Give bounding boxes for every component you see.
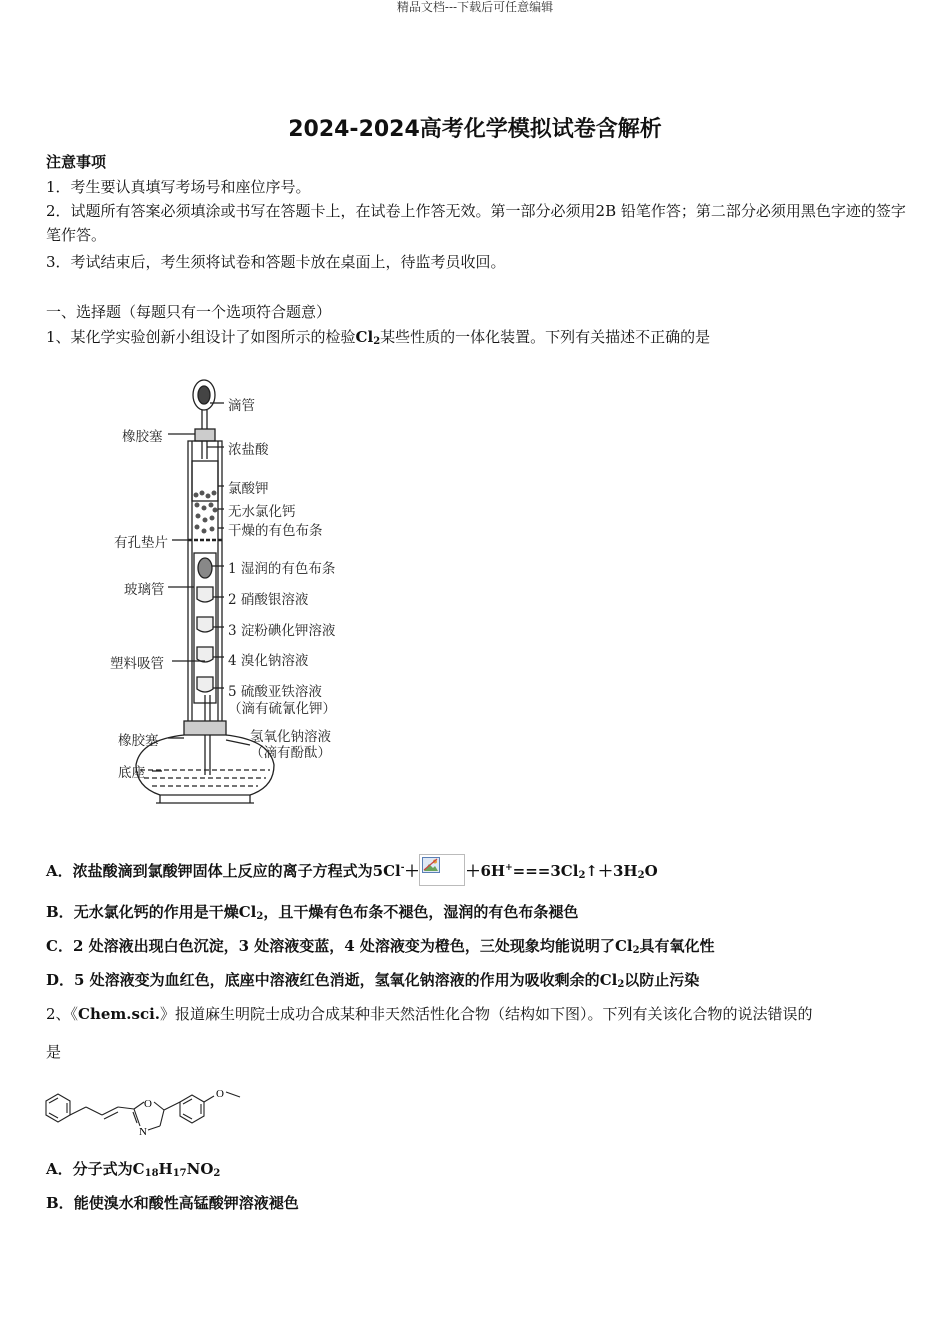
- q2-formula-sub-1: 18: [144, 1168, 159, 1179]
- q2-option-a-label: A．: [46, 1160, 73, 1178]
- q1-option-a-sup2: +: [505, 863, 513, 873]
- q1-stem-text: 1、某化学实验创新小组设计了如图所示的检验: [46, 328, 356, 346]
- q1-option-a-text: 浓盐酸滴到氯酸钾固体上反应的离子方程式为5Cl: [72, 862, 401, 880]
- q2-stem-text-2: 》报道麻生明院士成功合成某种非天然活性化合物（结构如下图）。下列有关该化合物的说法错误的: [160, 1005, 813, 1023]
- q1-stem-chem: Cl: [355, 328, 374, 346]
- q1-option-a-sup1: -: [400, 863, 405, 873]
- label-rubber-stopper-top: 橡胶塞: [122, 429, 163, 445]
- q2-formula-h: H: [158, 1160, 173, 1178]
- label-base: 底座: [118, 765, 145, 781]
- q2-formula-sub-2: 17: [172, 1168, 187, 1179]
- q2-option-a-text: 分子式为: [72, 1160, 133, 1178]
- q1-option-c-label: C．: [46, 937, 73, 955]
- note-item-1: 1．考生要认真填写考场号和座位序号。: [46, 178, 311, 196]
- atom-o-methoxy: O: [216, 1088, 224, 1100]
- missing-image-icon: [419, 854, 465, 886]
- q1-option-c-chem: Cl: [614, 937, 633, 955]
- label-dry-cloth: 干燥的有色布条: [228, 523, 323, 539]
- note-item-3: 3．考试结束后，考生须将试卷和答题卡放在桌面上，待监考员收回。: [46, 253, 506, 271]
- label-naoh-note: （滴有酚酞）: [250, 745, 331, 761]
- q1-option-a-sub2: 2: [637, 870, 645, 881]
- apparatus-diagram: [100, 375, 360, 805]
- label-hcl: 浓盐酸: [228, 442, 269, 458]
- q1-option-c: [46, 936, 715, 961]
- q2-journal: Chem.sci.: [78, 1005, 161, 1023]
- q1-option-a-text-5: O: [644, 862, 658, 880]
- q2-option-a: [46, 1159, 220, 1184]
- q1-option-b-chem: Cl: [238, 903, 257, 921]
- q2-option-b-text: 能使溴水和酸性高锰酸钾溶液褪色: [73, 1194, 299, 1212]
- document-title: 2024-2024高考化学模拟试卷含解析: [288, 117, 662, 142]
- q1-option-d-chem: Cl: [599, 971, 618, 989]
- q2-formula-rest: NO: [186, 1160, 214, 1178]
- label-naoh: 氢氧化钠溶液: [250, 729, 331, 745]
- q1-option-a-sub1: 2: [578, 870, 586, 881]
- label-cacl2: 无水氯化钙: [228, 504, 296, 520]
- q2-stem-text: 2、《: [46, 1005, 79, 1023]
- molecule-drawing: [40, 1075, 270, 1147]
- molecule-structure: [40, 1075, 270, 1147]
- label-agno3: 2 硝酸银溶液: [228, 592, 309, 608]
- label-dropper: 滴管: [228, 398, 255, 414]
- q1-option-d-sub: 2: [617, 979, 625, 990]
- q1-option-d-text-2: 以防止污染: [624, 971, 700, 989]
- label-feso4-note: （滴有硫氰化钾）: [228, 701, 336, 717]
- label-kclo3: 氯酸钾: [228, 481, 269, 497]
- q1-stem-sub: 2: [373, 336, 381, 347]
- label-wet-cloth: 1 湿润的有色布条: [228, 561, 336, 577]
- q2-formula-sub-3: 2: [213, 1168, 221, 1179]
- q1-option-a-plus: ＋: [404, 862, 420, 880]
- q1-option-b-text: 无水氯化钙的作用是干燥: [73, 903, 239, 921]
- q1-stem-text-2: 某些性质的一体化装置。下列有关描述不正确的是: [380, 328, 711, 346]
- q1-option-d: [46, 970, 699, 995]
- label-glass-tube: 玻璃管: [124, 582, 165, 598]
- label-straw: 塑料吸管: [110, 656, 164, 672]
- q1-option-c-text: 2 处溶液出现白色沉淀，3 处溶液变蓝，4 处溶液变为橙色，三处现象均能说明了: [72, 937, 615, 955]
- q1-option-d-text: 5 处溶液变为血红色，底座中溶液红色消逝，氢氧化钠溶液的作用为吸收剩余的: [74, 971, 600, 989]
- q1-option-c-sub: 2: [632, 945, 640, 956]
- q1-option-b-text-2: ，且干燥有色布条不褪色，湿润的有色布条褪色: [263, 903, 579, 921]
- label-nabr: 4 溴化钠溶液: [228, 653, 309, 669]
- q1-option-b: [46, 902, 578, 927]
- q1-option-a-text-2: ＋6H: [465, 862, 506, 880]
- question-1-stem: [46, 327, 710, 352]
- q2-option-b: [46, 1193, 299, 1213]
- question-2-stem-end: 是: [46, 1043, 62, 1061]
- page-header: 精品文档---下载后可任意编辑: [396, 0, 554, 14]
- notes-heading: 注意事项: [46, 153, 107, 171]
- atom-o-ring: O: [144, 1098, 152, 1110]
- atom-n-ring: N: [139, 1126, 147, 1138]
- q1-option-a-label: A．: [46, 862, 73, 880]
- section-heading: 一、选择题（每题只有一个选项符合题意）: [46, 303, 332, 321]
- q1-option-d-label: D．: [46, 971, 75, 989]
- label-feso4: 5 硫酸亚铁溶液: [228, 684, 322, 700]
- q1-option-c-text-2: 具有氧化性: [639, 937, 715, 955]
- q1-option-b-sub: 2: [256, 911, 264, 922]
- label-porous-pad: 有孔垫片: [114, 535, 168, 551]
- question-2-stem: [46, 1004, 813, 1024]
- q2-option-b-label: B．: [46, 1194, 74, 1212]
- q1-option-a: [46, 854, 658, 888]
- q2-formula-c: C: [132, 1160, 145, 1178]
- q1-option-b-label: B．: [46, 903, 74, 921]
- label-rubber-stopper-bottom: 橡胶塞: [118, 733, 159, 749]
- q1-option-a-text-3: ===3Cl: [512, 862, 579, 880]
- note-item-2: 2．试题所有答案必须填涂或书写在答题卡上，在试卷上作答无效。第一部分必须用2B 铅笔作答；第二部分必须用黑色字迹的签字笔作答。: [46, 202, 906, 244]
- q1-option-a-text-4: ↑＋3H: [585, 862, 638, 880]
- label-ki: 3 淀粉碘化钾溶液: [228, 623, 336, 639]
